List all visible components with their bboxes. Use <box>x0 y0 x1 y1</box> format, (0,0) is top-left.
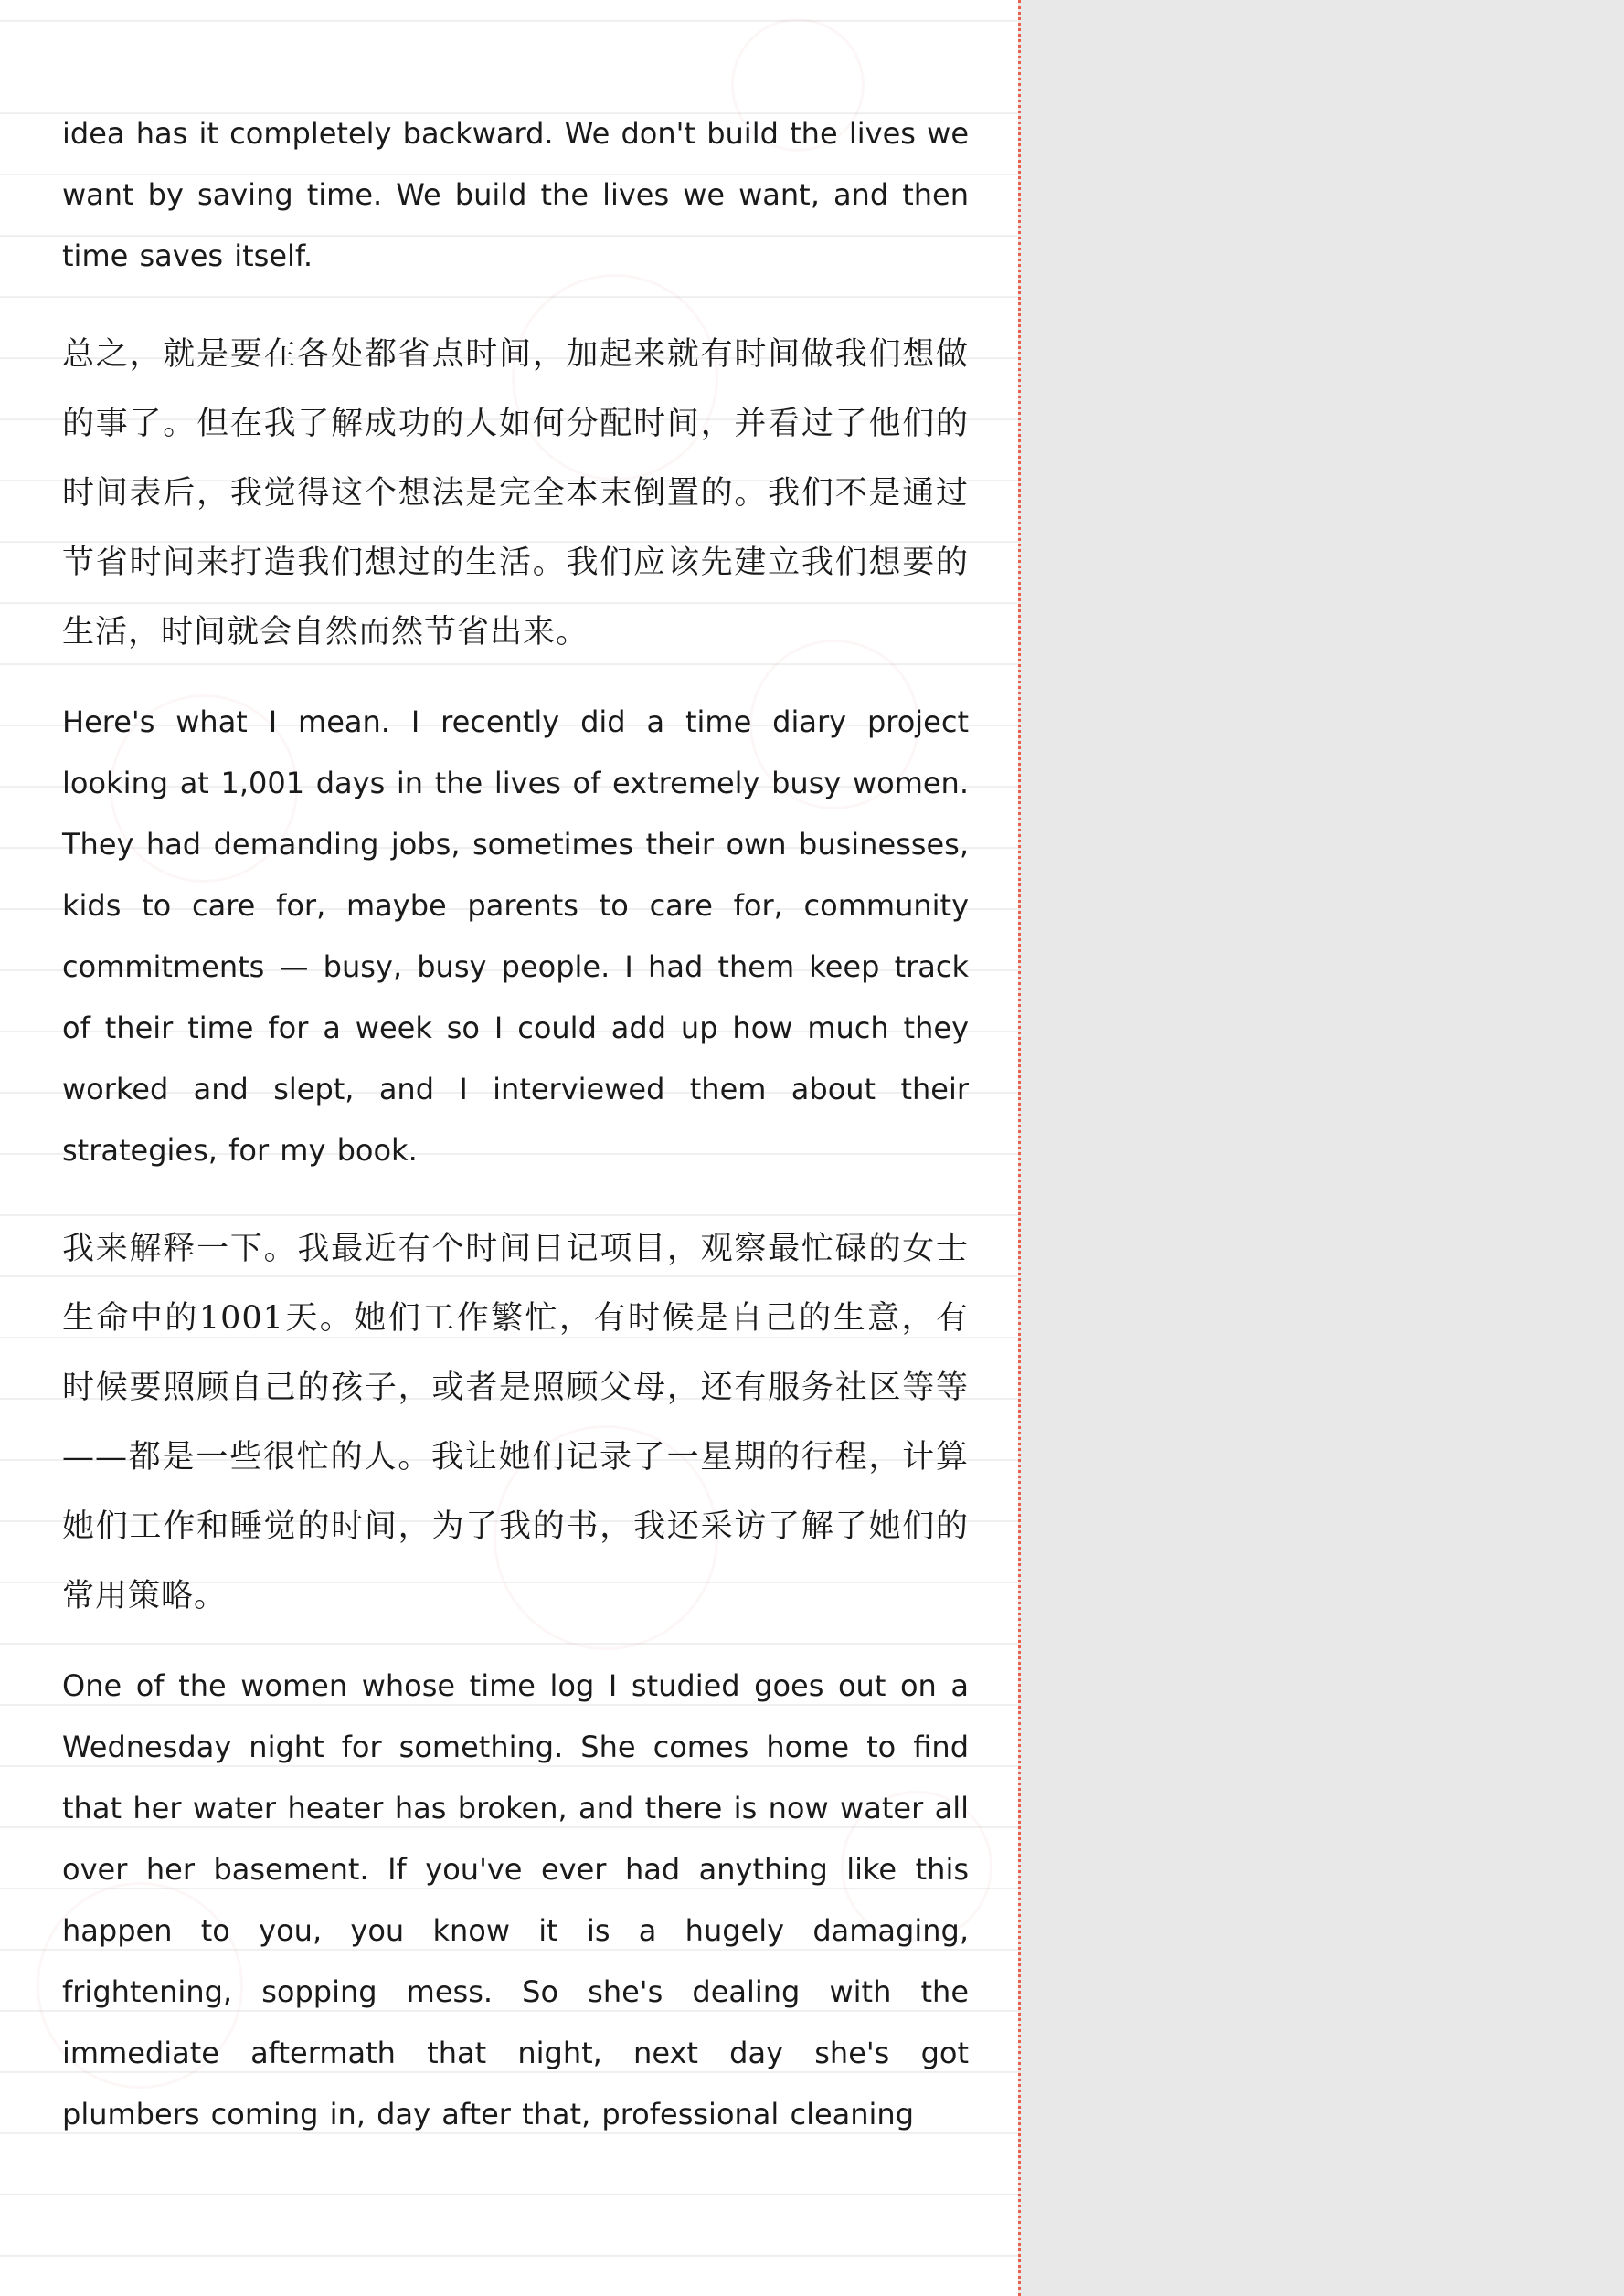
paragraph-chinese-1: 总之，就是要在各处都省点时间，加起来就有时间做我们想做的事了。但在我了解成功的人如何分配时间，并看过了他们的时间表后，我觉得这个想法是完全本末倒置的。我们不是通过节省时间来打造我们想过的生活。我们应该先建立我们想要的生活，时间就会自然而然节省出来。 <box>62 336 969 651</box>
paragraph-english-1: idea has it completely backward. We don't build the lives we want by saving time. We build the lives we want, and then time saves itself. <box>62 116 969 273</box>
paragraph-english-3: One of the women whose time log I studied goes out on a Wednesday night for something. She comes home to find that her water heater has broken, and there is now water all over her basement. If you've ever had anything like this happen to you, you know it is a hugely damaging, frightening, sopping mess. So she's dealing with the immediate aftermath that night, next day she's got plumbers coming in, day after that, professional cleaning <box>62 1668 969 2132</box>
paragraph-english-2: Here's what I mean. I recently did a time diary project looking at 1,001 days in the lives of extremely busy women. They had demanding jobs, sometimes their own businesses, kids to care for, maybe parents to care for, community commitments — busy, busy people. I had them keep track of their time for a week so I could add up how much they worked and slept, and I interviewed them about their strategies, for my book. <box>62 704 969 1168</box>
paragraph-chinese-2: 我来解释一下。我最近有个时间日记项目，观察最忙碌的女士生命中的1001天。她们工作繁忙，有时候是自己的生意，有时候要照顾自己的孩子，或者是照顾父母，还有服务社区等等——都是一些很忙的人。我让她们记录了一星期的行程，计算她们工作和睡觉的时间，为了我的书，我还采访了解了她们的常用策略。 <box>62 1231 969 1614</box>
side-background <box>1021 0 1624 2296</box>
document-body <box>62 103 969 2178</box>
